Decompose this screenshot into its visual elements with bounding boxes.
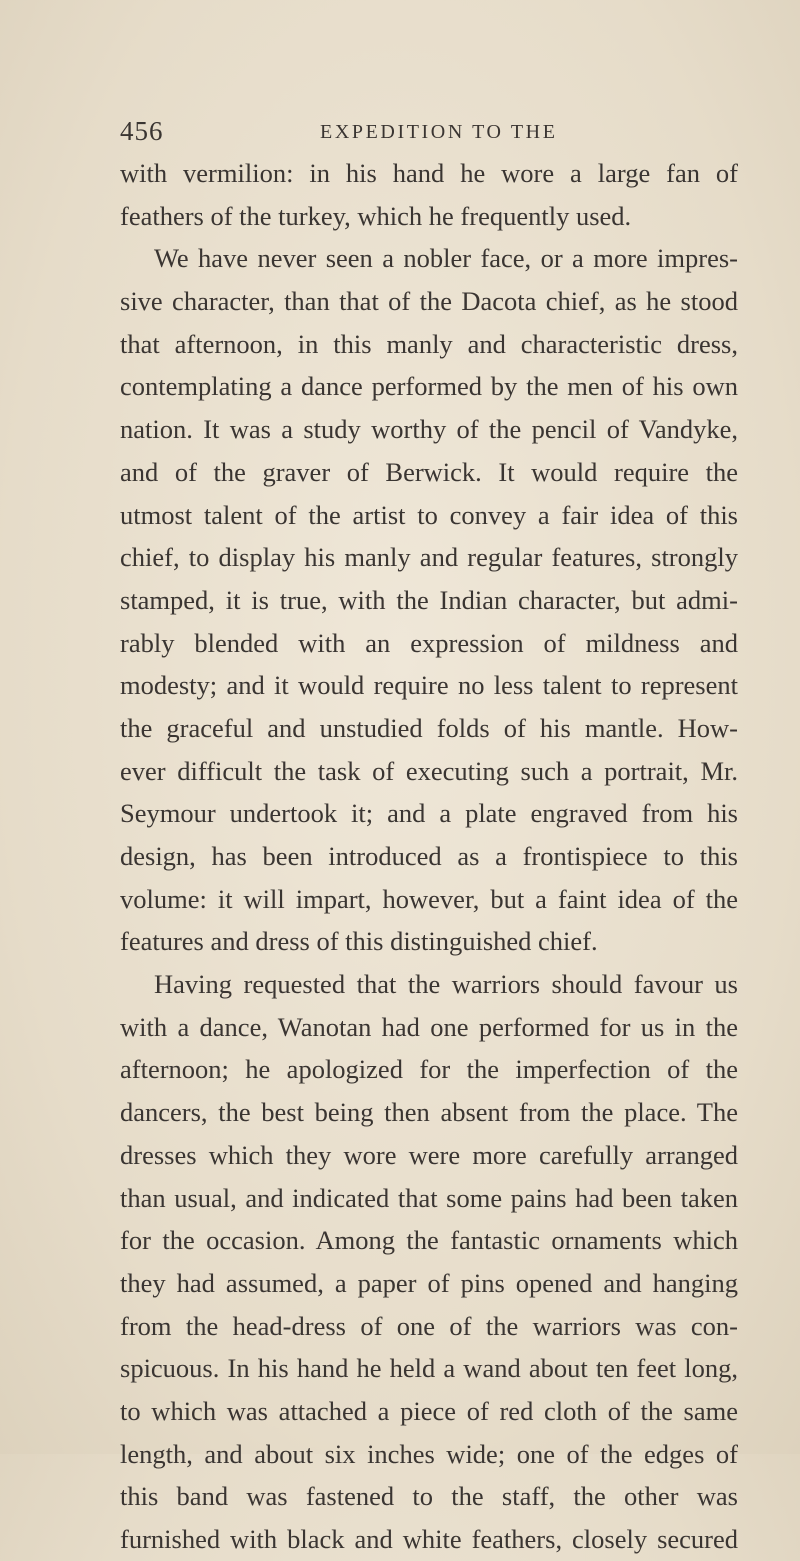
text-line: chief, to display his manly and regular features, strongly: [120, 542, 738, 573]
text-line: dresses which they wore were more carefully arranged: [120, 1139, 738, 1170]
text-line: spicuous. In his hand he held a wand about ten feet long,: [120, 1353, 738, 1384]
text-line: with vermilion: in his hand he wore a large fan of: [120, 158, 738, 188]
page-number: 456: [120, 116, 164, 146]
text-line: contemplating a dance performed by the men of his own: [120, 371, 738, 402]
text-line: this band was fastened to the staff, the other was: [120, 1481, 738, 1512]
running-title: EXPEDITION TO THE: [320, 121, 558, 143]
text-line: than usual, and indicated that some pains had been taken: [120, 1182, 738, 1213]
text-line: the graceful and unstudied folds of his mantle. How-: [120, 712, 738, 743]
text-line: feathers of the turkey, which he frequently used.: [120, 200, 632, 231]
text-line: sive character, than that of the Dacota chief, as he stood: [120, 286, 738, 317]
running-head: [120, 116, 740, 146]
text-line: afternoon; he apologized for the imperfection of the: [120, 1054, 738, 1085]
text-line: furnished with black and white feathers, closely secured: [120, 1524, 738, 1554]
text-line: dancers, the best being then absent from the place. The: [120, 1097, 738, 1128]
text-line: nation. It was a study worthy of the pencil of Vandyke,: [120, 414, 738, 445]
text-line: modesty; and it would require no less talent to represent: [120, 670, 738, 701]
text-line: for the occasion. Among the fantastic ornaments which: [120, 1225, 738, 1256]
text-line: they had assumed, a paper of pins opened and hanging: [120, 1267, 738, 1298]
body-text: [120, 152, 738, 1561]
text-line: and of the graver of Berwick. It would require the: [120, 456, 738, 487]
text-line: We have never seen a nobler face, or a more impres-: [154, 243, 738, 274]
text-line: utmost talent of the artist to convey a fair idea of this: [120, 499, 738, 530]
text-line: rably blended with an expression of mildness and: [120, 627, 738, 658]
text-line: Seymour undertook it; and a plate engraved from his: [120, 798, 738, 829]
text-line: that afternoon, in this manly and characteristic dress,: [120, 328, 738, 359]
text-line: Having requested that the warriors should favour us: [154, 969, 738, 1000]
text-line: features and dress of this distinguished chief.: [120, 926, 598, 957]
text-line: stamped, it is true, with the Indian character, but admi-: [120, 584, 738, 615]
text-line: from the head-dress of one of the warriors was con-: [120, 1310, 738, 1341]
text-line: design, has been introduced as a frontispiece to this: [120, 841, 738, 871]
text-line: with a dance, Wanotan had one performed for us in the: [120, 1011, 738, 1042]
text-line: ever difficult the task of executing such a portrait, Mr.: [120, 755, 738, 786]
text-line: length, and about six inches wide; one of the edges of: [120, 1438, 738, 1469]
text-line: volume: it will impart, however, but a faint idea of the: [120, 883, 738, 914]
text-line: to which was attached a piece of red cloth of the same: [120, 1395, 738, 1426]
